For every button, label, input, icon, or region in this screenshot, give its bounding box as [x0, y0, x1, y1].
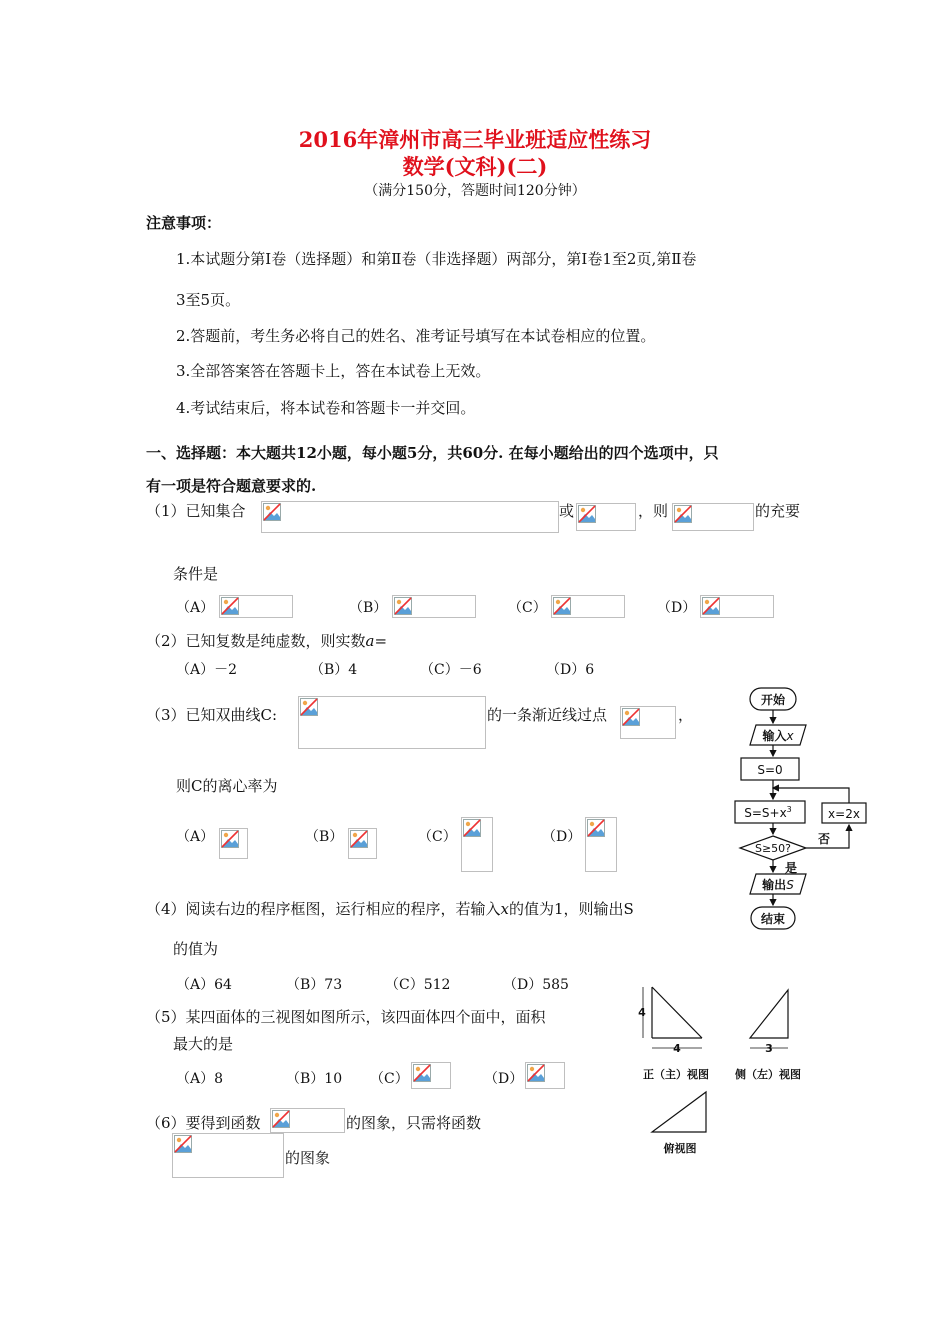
broken-image-icon: [350, 830, 368, 848]
q5-option-d-label: （D）: [484, 1071, 524, 1087]
flowchart-end-text: 结束: [760, 912, 786, 926]
broken-image-icon: [674, 505, 692, 523]
q1-stem-d: 的充要: [755, 502, 801, 520]
q3-option-b-label: （B）: [305, 829, 344, 845]
q5-option-b: （B）10: [286, 1071, 343, 1087]
q1-option-c-label: （C）: [508, 600, 547, 616]
section-heading-cont: 有一项是符合题意要求的.: [146, 477, 317, 495]
q1-formula-image: [576, 503, 636, 531]
svg-text:输出S: 输出S: [762, 878, 794, 892]
q6-function-image: [172, 1133, 284, 1178]
q4-option-b: （B）73: [286, 977, 343, 993]
broken-image-icon: [527, 1064, 545, 1082]
broken-image-icon: [578, 505, 596, 523]
broken-image-icon: [263, 503, 281, 521]
broken-image-icon: [553, 597, 571, 615]
q4-option-a: （A）64: [176, 977, 232, 993]
score-time-note: （满分150分，答题时间120分钟）: [364, 183, 586, 199]
q5-option-a: （A）8: [176, 1071, 224, 1087]
q1-option-a-label: （A）: [176, 600, 215, 616]
q1-option-d-image: [700, 595, 774, 618]
q3-stem-a: （3）已知双曲线C:: [146, 706, 278, 724]
q6-stem-c: 的图象: [285, 1149, 331, 1167]
notice-item-1-cont: 3至5页。: [176, 291, 241, 309]
q1-stem-c: ，则: [638, 502, 669, 520]
q3-option-c-label: （C）: [418, 829, 457, 845]
svg-text:S=S+x3: $S=S+x^3$: [744, 805, 792, 820]
broken-image-icon: [272, 1110, 290, 1128]
q3-stem-c: ，: [678, 706, 694, 724]
broken-image-icon: [413, 1064, 431, 1082]
q1-option-b-image: [392, 595, 476, 618]
q2-option-a: （A）－2: [176, 662, 238, 678]
broken-image-icon: [702, 597, 720, 615]
page-subtitle: 数学(文科)(二): [402, 154, 548, 179]
q1-stem-e: 条件是: [173, 565, 219, 583]
q3-stem-b: 的一条渐近线过点: [487, 706, 608, 724]
front-view-caption: 正（主）视图: [643, 1068, 709, 1081]
broken-image-icon: [587, 819, 605, 837]
q1-option-d-label: （D）: [657, 600, 697, 616]
flowchart-no-label: 否: [817, 832, 831, 846]
broken-image-icon: [622, 708, 640, 726]
section-heading: 一、选择题：本大题共12小题，每小题5分，共60分. 在每小题给出的四个选项中，只: [146, 444, 719, 462]
q1-formula-image: [672, 503, 754, 531]
q4-stem-a: （4）阅读右边的程序框图，运行相应的程序，若输入x的值为1，则输出S: [146, 900, 634, 918]
broken-image-icon: [174, 1135, 192, 1153]
q5-option-c-image: [411, 1062, 451, 1089]
q3-option-b-image: [348, 828, 377, 859]
flowchart-start-text: 开始: [760, 693, 786, 707]
front-width-label: 4: [673, 1042, 681, 1055]
q2-option-c: （C）－6: [420, 662, 482, 678]
q1-formula-image: [261, 501, 559, 533]
flowchart-yes-label: 是: [784, 861, 798, 875]
q3-option-a-image: [219, 828, 248, 859]
page-title: 2016年漳州市高三毕业班适应性练习: [298, 127, 652, 152]
front-height-label: 4: [638, 1006, 646, 1019]
broken-image-icon: [300, 698, 318, 716]
q5-stem-b: 最大的是: [173, 1035, 234, 1053]
flowchart: [720, 683, 880, 933]
notice-item-4: 4.考试结束后，将本试卷和答题卡一并交回。: [176, 399, 476, 417]
q5-option-d-image: [525, 1062, 565, 1089]
q4-option-c: （C）512: [385, 977, 451, 993]
broken-image-icon: [221, 830, 239, 848]
q3-option-c-image: [461, 817, 493, 872]
svg-text:输入x: 输入x: [762, 729, 794, 743]
q5-stem-a: （5）某四面体的三视图如图所示，该四面体四个面中，面积: [146, 1008, 546, 1026]
q3-option-a-label: （A）: [176, 829, 215, 845]
notice-item-2: 2.答题前，考生务必将自己的姓名、准考证号填写在本试卷相应的位置。: [176, 327, 656, 345]
notice-heading: 注意事项：: [146, 214, 222, 232]
side-view-caption: 侧（左）视图: [735, 1068, 801, 1081]
q4-option-d: （D）585: [503, 977, 569, 993]
broken-image-icon: [221, 597, 239, 615]
q3-option-d-image: [585, 817, 617, 872]
broken-image-icon: [394, 597, 412, 615]
q4-stem-c: 的值为: [173, 940, 219, 958]
q6-stem-b: 的图象，只需将函数: [346, 1114, 482, 1132]
q1-stem-a: （1）已知集合: [146, 502, 246, 520]
flowchart-double-text: x=2x: [828, 807, 860, 821]
q1-stem-b: 或: [559, 502, 575, 520]
q3-stem-d: 则C的离心率为: [176, 777, 278, 795]
q2-stem: （2）已知复数是纯虚数，则实数a=: [146, 632, 388, 650]
q1-option-b-label: （B）: [349, 600, 388, 616]
q2-option-d: （D）6: [546, 662, 595, 678]
q6-function-image: [270, 1108, 345, 1133]
q3-formula-image: [298, 696, 486, 749]
flowchart-init-text: S=0: [757, 763, 783, 777]
top-view-caption: 俯视图: [663, 1142, 697, 1155]
three-view-figure: [628, 982, 818, 1162]
q2-option-b: （B）4: [310, 662, 358, 678]
broken-image-icon: [463, 819, 481, 837]
q3-option-d-label: （D）: [542, 829, 582, 845]
q5-option-c-label: （C）: [370, 1071, 409, 1087]
q1-option-c-image: [551, 595, 625, 618]
q3-point-image: [620, 706, 676, 739]
q1-option-a-image: [219, 595, 293, 618]
side-width-label: 3: [765, 1042, 773, 1055]
q6-stem-a: （6）要得到函数: [146, 1114, 261, 1132]
notice-item-3: 3.全部答案答在答题卡上，答在本试卷上无效。: [176, 362, 491, 380]
notice-item-1: 1.本试题分第Ⅰ卷（选择题）和第Ⅱ卷（非选择题）两部分，第Ⅰ卷1至2页,第Ⅱ卷: [176, 250, 697, 268]
flowchart-condition-text: S≥50?: [754, 842, 792, 855]
